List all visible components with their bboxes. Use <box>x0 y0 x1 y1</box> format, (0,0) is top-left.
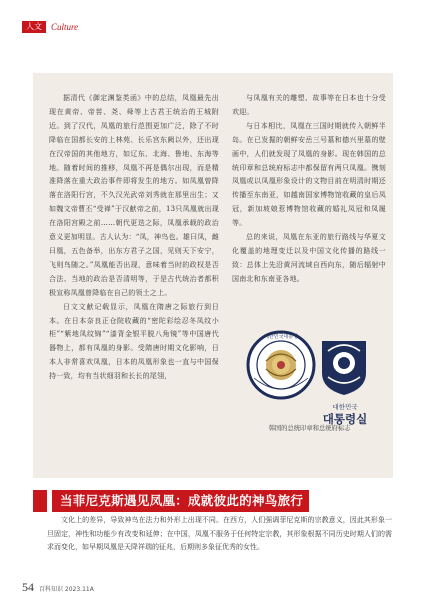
right-column <box>232 92 386 287</box>
left-column <box>49 92 219 384</box>
emblem-korean-small: 대한민국 <box>332 403 358 411</box>
paragraph: 与凤凰有关的雕塑、故事等在日本也十分受欢迎。 <box>232 94 386 116</box>
paragraph: 与日本相比，凤凰在三国时期就传入朝鲜半岛。在已发掘的朝鲜安岳三号墓和德兴里墓的壁画中，人们就发现了凤凰的身影。现在韩国的总统印章和总统府标志中都保留有两只凤凰。镌刻凤凰或以凤凰形象设计的文物目前在明清时期还传播至东南亚，如越南国家博物馆收藏的皇后凤冠，新加坡娘惹博物馆收藏的婚礼凤冠和凤履等。 <box>232 121 386 228</box>
paragraph: 据清代《御定渊鉴类函》中的总结，凤凰最先出现在黄帝、帝喾、尧、舜等上古君王统治的王城附近。到了汉代，凤凰的旅行范围更加广泛，除了不时降临在国都长安的上林苑、长乐宫东阙以外，还出现在汉帝国的其他地方，如辽东、北海、鲁地、东海等地。随着时间的推移，凤凰不再是偶尔出现，而是精准降落在重大政治事件即将发生的地方。如凤凰曾降落在洛阳行宫，不久汉光武帝刘秀就在那里出生；又如魏文帝曹丕“受禅”于汉献帝之前，13只凤凰就出现在洛阳宫殿之前……朝代更迭之际，凤凰承载的政治意义更加明显。古人认为：“凤，神鸟也。雄曰凤，雌曰凰，五色备举，出东方君子之国，见则天下安宁，飞则鸟随之。”凤凰能否出现，意味着当时的政权是否合法、当地的政治是否清明等，于是古代统治者都积极宣称凤凰曾降临在自己的领土之上。 <box>49 94 219 297</box>
bottom-paragraph-block <box>47 514 392 555</box>
paragraph: 日文文献记载显示，凤凰在隋唐之际旅行到日本。在日本奈良正仓院收藏的“密陀彩绘忍冬凤纹小柜”“紫地凤纹锦”“漆背金银平脱八角镜”等中国唐代器物上，都有凤凰的身影。受隋唐时期文化影响，日本人非常喜欢凤凰，日本的凤凰形象也一直与中国保持一致，均有当状细羽和长长的尾翎， <box>49 302 219 381</box>
emblem-korean-title: 대통령실 <box>322 412 368 426</box>
paragraph: 总的来说，凤凰在东亚的旅行路线与华夏文化覆盖的地理变迁以及中国文化传播的路线一致：总体上先沿黄河流域自西向东，随后辐射中国南北和东南亚各地。 <box>232 233 386 283</box>
svg-text:대한민국대통령: 대한민국대통령 <box>264 334 298 340</box>
section-tag: 人文 <box>22 21 46 33</box>
paragraph: 文化上的差异，导致神鸟在法力和外形上出现不同。在西方，人们强调菲尼克斯的宗教意义，因此其形象一旦固定，神性和功能少有改变和延伸；在中国，凤凰不服务于任何特定宗教，其形象根据不同历史时期人们的需求而变化，如早期凤凰是天降祥瑞的征兆，后期则多象征优秀的女性。 <box>47 516 392 552</box>
section-header <box>22 20 78 34</box>
journal-name: 百科知识 2023.11A <box>39 586 94 593</box>
subhead-accent <box>33 490 47 512</box>
section-english: Culture <box>51 22 79 32</box>
presidential-office-emblem-icon <box>318 337 370 397</box>
presidential-seal-icon <box>246 330 316 400</box>
figure-caption: 韩国的总统印章和总统府标志 <box>268 425 351 432</box>
section-subhead: 当菲尼克斯遇见凤凰：成就彼此的神鸟旅行 <box>52 490 309 512</box>
page-number: 54 <box>22 580 34 594</box>
page-footer <box>22 580 94 595</box>
